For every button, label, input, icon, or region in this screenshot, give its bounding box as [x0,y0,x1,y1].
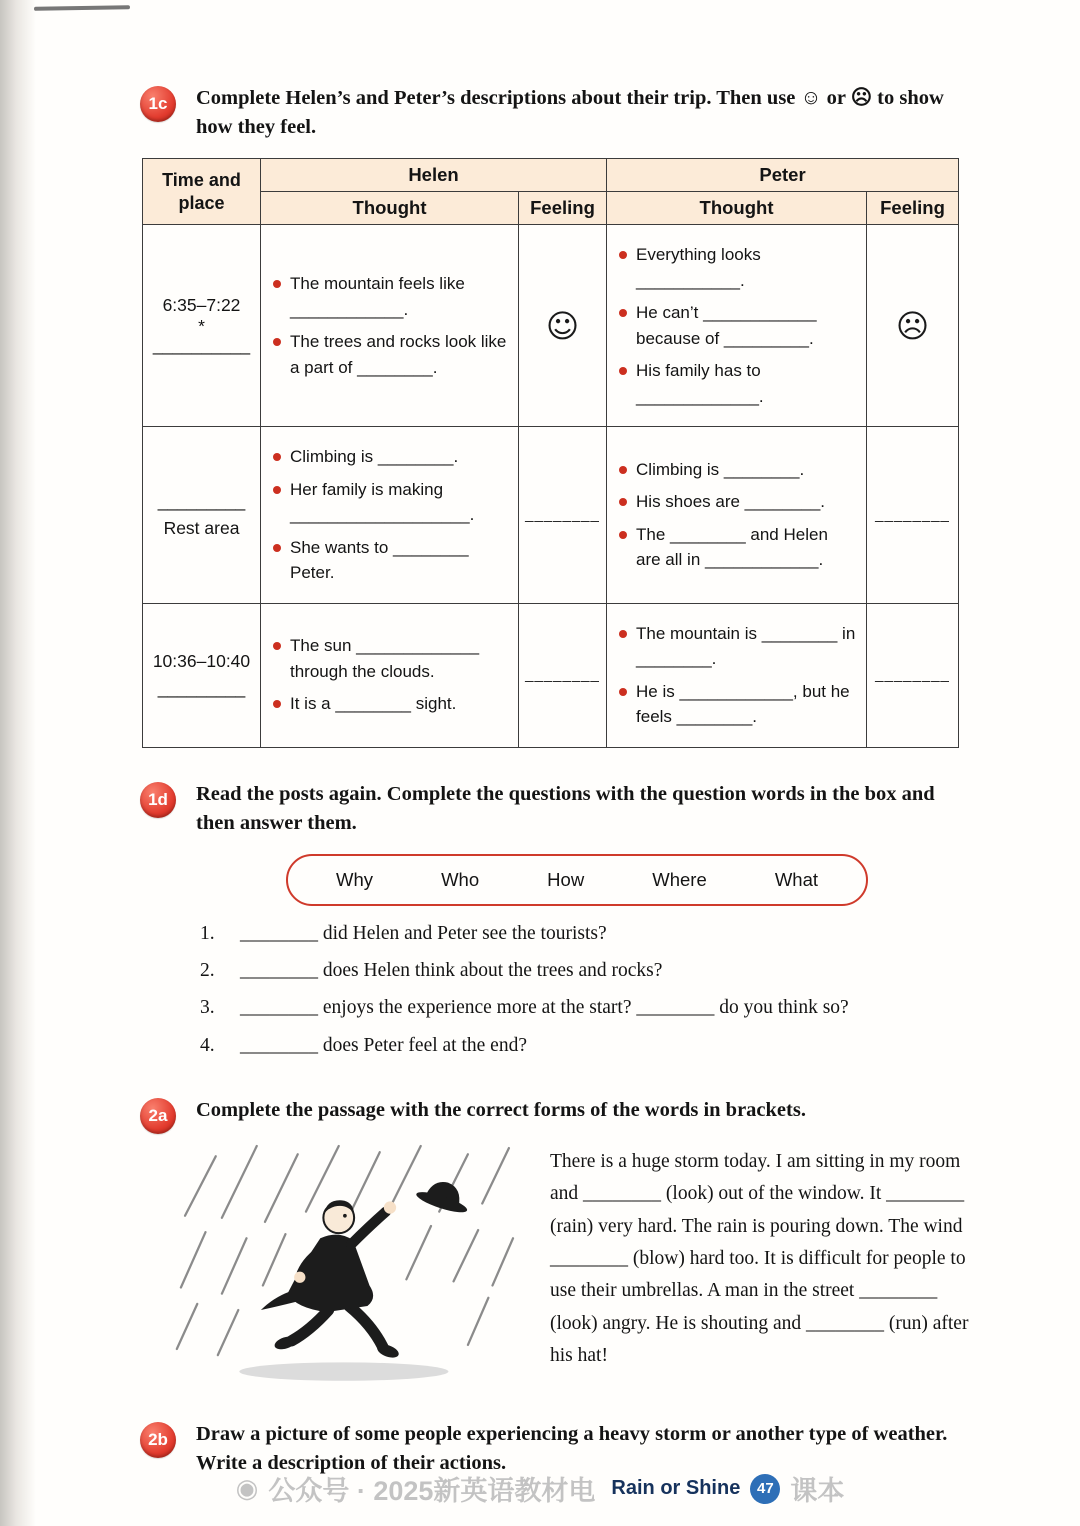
instruction-2b: Draw a picture of some people experiencing a heavy storm or another type of weather. Write a description of their actions. [196,1423,948,1475]
peter-feeling-cell [867,427,959,604]
thought-item [619,358,856,409]
happy-face-icon: ☺ [545,306,580,345]
watermark-suffix: 课本 [790,1476,845,1506]
watermark-logo-icon: ◉ [235,1473,259,1504]
section-2a [140,1096,972,1390]
peter-feeling-cell [867,225,959,427]
thought-text: His family has to _____________. [636,361,764,406]
col-header-time-place: Time and place [143,159,261,225]
thought-item [273,691,508,717]
col-header-peter: Peter [607,159,959,192]
exercise-badge-2a: 2a [140,1098,176,1134]
thought-item [619,679,856,730]
time-place-cell [143,427,261,604]
question-text: ________ does Peter feel at the end? [240,1034,527,1056]
feeling-blank: ________ [525,666,600,684]
thought-text: Climbing is ________. [290,447,459,467]
thought-text: He can’t ____________ because of _________. [636,303,817,348]
word-option-how: How [547,868,585,890]
thought-item [273,329,508,380]
book-title: Rain or Shine [611,1477,741,1499]
time-value: 6:35–7:22 [162,295,241,316]
time-place-cell [143,225,261,427]
place-blank: __________ [152,334,251,355]
helen-feeling-cell [519,427,607,604]
thought-text: She wants to ________ Peter. [290,537,469,583]
thought-item [273,633,508,684]
watermark-text: 公众号 · 2025新英语教材电 [268,1476,596,1506]
peter-thought-cell [607,603,867,747]
page-footer [0,1469,1080,1508]
thought-text: It is a ________ sight. [290,694,457,714]
thought-text: The trees and rocks look like a part of ________. [290,332,507,377]
helen-thought-cell [261,225,519,427]
table-row [143,225,959,427]
question-text: ________ enjoys the experience more at the start? ________ do you think so? [240,997,849,1019]
helen-thought-cell [261,603,519,747]
place-blank: _________ [157,678,246,699]
question-text: ________ did Helen and Peter see the tourists? [240,922,607,944]
time-value: 10:36–10:40 [152,651,251,672]
thought-item [273,271,508,322]
question-item [200,957,972,985]
table-row [143,427,959,604]
thought-text: His shoes are ________. [636,492,826,512]
question-number: 1. [200,922,215,944]
section-1c [140,84,972,748]
thought-text: Her family is making ___________________. [290,479,475,525]
helen-thought-cell [261,427,519,604]
exercise-badge-1c: 1c [140,86,176,122]
table-row [143,603,959,747]
thought-text: The ________ and Helen are all in ____________. [636,524,828,570]
storm-illustration [174,1144,524,1390]
instruction-2a: Complete the passage with the correct forms of the words in brackets. [196,1099,806,1121]
word-option-where: Where [652,868,707,890]
thought-text: The sun _____________ through the clouds. [290,636,480,681]
question-item [200,1032,972,1060]
time-place-cell [143,603,261,747]
thought-item [619,300,856,351]
thought-text: He is ____________, but he feels ________. [636,681,850,727]
feeling-blank: ________ [875,666,950,684]
question-item [200,994,972,1022]
asterisk-mark: * [198,315,205,336]
thought-item [273,444,508,470]
feeling-blank: ________ [525,505,600,523]
col-header-helen: Helen [261,159,607,192]
question-number: 3. [200,997,215,1019]
cloze-passage: There is a huge storm today. I am sitting in my room and ________ (look) out of the window. It ________ (rain) very hard. The rain is pouring down. The wind ________ (blow) hard too. It is difficult for people to use their umbrellas. A man in the street ________ (look) angry. He is shouting and ________ (run) after his hat! [550,1151,969,1367]
word-option-who: Who [441,868,480,890]
thought-item [273,477,508,528]
instruction-1c: Complete Helen’s and Peter’s descriptions about their trip. Then use ☺ or ☹ to show how they feel. [196,87,944,139]
col-header-helen-thought: Thought [261,192,519,225]
question-number: 2. [200,960,215,982]
helen-feeling-cell [519,603,607,747]
exercise-badge-1d: 1d [140,782,176,818]
instruction-1d: Read the posts again. Complete the questions with the question words in the box and then answer them. [196,782,935,834]
peter-thought-cell [607,225,867,427]
peter-feeling-cell [867,603,959,747]
thought-item [619,522,856,573]
col-header-helen-feeling: Feeling [519,192,607,225]
question-item [200,920,972,948]
time-blank: _________ [157,490,246,511]
col-header-peter-thought: Thought [607,192,867,225]
page-number-badge: 47 [750,1474,780,1504]
peter-thought-cell [607,427,867,604]
sad-face-icon: ☹ [895,306,930,345]
thought-item [619,621,856,672]
thought-text: Climbing is ________. [636,459,805,479]
helen-feeling-cell [519,225,607,427]
thought-item [619,489,856,515]
feeling-blank: ________ [875,505,950,523]
place-value: Rest area [163,517,240,538]
thought-text: The mountain feels like ____________. [290,274,465,319]
question-text: ________ does Helen think about the trees and rocks? [240,960,663,982]
word-option-why: Why [336,868,373,890]
question-words-box [286,854,868,906]
thought-text: The mountain is ________ in ________. [636,623,856,669]
trip-descriptions-table [142,158,959,748]
thought-item [619,457,856,483]
section-1d [140,780,972,1060]
exercise-badge-2b: 2b [140,1422,176,1458]
thought-item [619,242,856,293]
running-man-figure [261,1200,401,1360]
question-list [200,920,972,1060]
flying-hat-icon [414,1174,473,1216]
thought-text: Everything looks ___________. [636,245,761,290]
col-header-peter-feeling: Feeling [867,192,959,225]
question-number: 4. [200,1034,215,1056]
word-option-what: What [774,868,818,890]
thought-item [273,535,508,586]
